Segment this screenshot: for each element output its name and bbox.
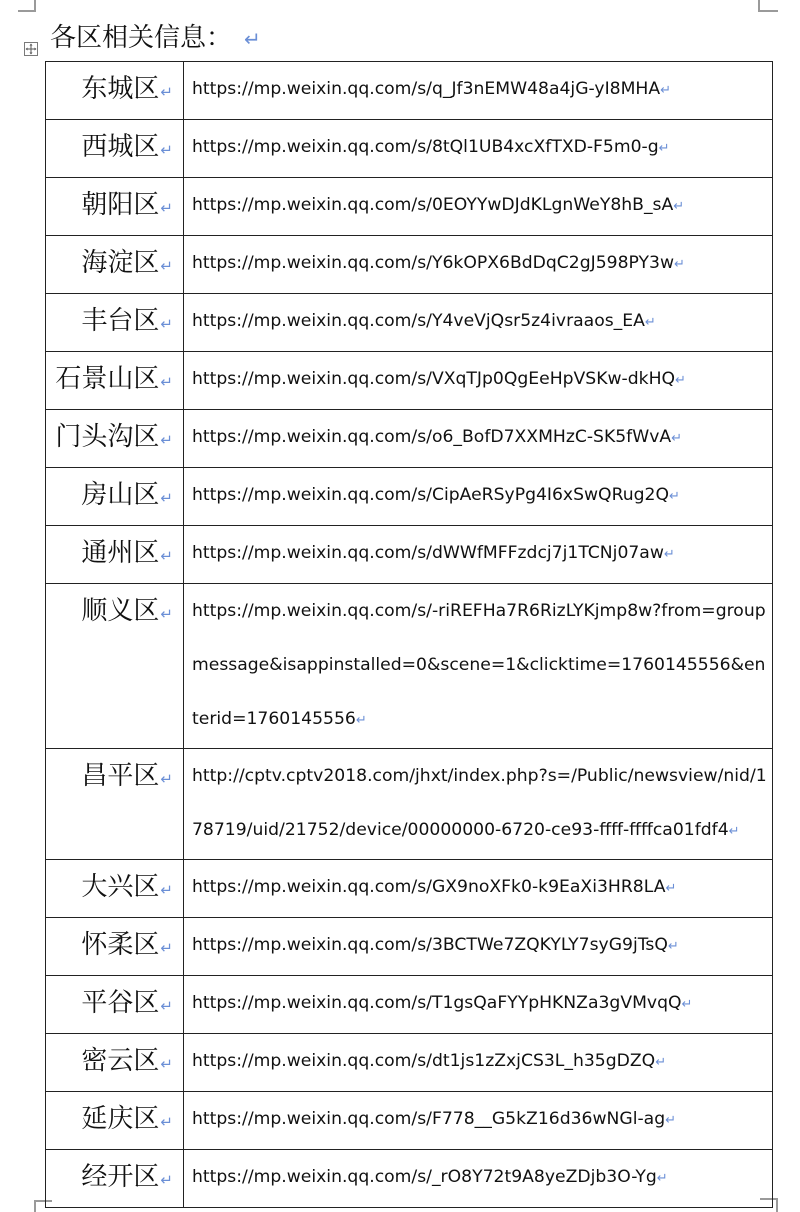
cell-end-mark-icon: ↵ [355, 713, 367, 728]
url-cell[interactable] [184, 62, 773, 120]
district-cell[interactable] [46, 294, 184, 352]
url-cell[interactable] [184, 120, 773, 178]
url-text: https://mp.weixin.qq.com/s/F778__G5kZ16d36wNGl-ag [192, 1109, 666, 1129]
district-cell[interactable] [46, 236, 184, 294]
district-name: 石景山区 [55, 364, 160, 394]
district-name: 朝阳区 [81, 190, 160, 220]
table-row [46, 860, 773, 918]
url-text: https://mp.weixin.qq.com/s/dWWfMFFzdcj7j1TCNj07aw [192, 543, 664, 563]
district-name: 东城区 [81, 74, 160, 104]
cell-end-mark-icon: ↵ [728, 824, 740, 839]
url-text: https://mp.weixin.qq.com/s/T1gsQaFYYpHKNZa3gVMvqQ [192, 993, 682, 1013]
url-cell[interactable] [184, 918, 773, 976]
cell-end-mark-icon: ↵ [665, 1113, 677, 1128]
district-cell[interactable] [46, 178, 184, 236]
table-row [46, 584, 773, 749]
district-cell[interactable] [46, 468, 184, 526]
cell-end-mark-icon: ↵ [160, 1113, 173, 1131]
url-cell[interactable] [184, 410, 773, 468]
table-row [46, 1092, 773, 1150]
district-name: 房山区 [81, 480, 160, 510]
url-cell[interactable] [184, 976, 773, 1034]
paragraph-mark-icon: ↵ [244, 27, 261, 51]
table-row [46, 1150, 773, 1208]
cell-end-mark-icon: ↵ [160, 315, 173, 333]
table-row [46, 352, 773, 410]
table-row [46, 294, 773, 352]
cell-end-mark-icon: ↵ [160, 489, 173, 507]
cell-end-mark-icon: ↵ [656, 1171, 668, 1186]
cell-end-mark-icon: ↵ [160, 997, 173, 1015]
url-cell[interactable] [184, 468, 773, 526]
crop-mark-top-left [18, 0, 36, 12]
url-cell[interactable] [184, 526, 773, 584]
cell-end-mark-icon: ↵ [160, 373, 173, 391]
district-cell[interactable] [46, 860, 184, 918]
crop-mark-top-right [758, 0, 778, 12]
url-cell[interactable] [184, 294, 773, 352]
cell-end-mark-icon: ↵ [673, 199, 685, 214]
url-cell[interactable] [184, 236, 773, 294]
district-name: 西城区 [81, 132, 160, 162]
url-text: https://mp.weixin.qq.com/s/VXqTJp0QgEeHpVSKw-dkHQ [192, 369, 676, 389]
url-text: https://mp.weixin.qq.com/s/_rO8Y72t9A8yeZDjb3O-Yg [192, 1167, 657, 1187]
district-name: 延庆区 [81, 1104, 160, 1134]
district-name: 昌平区 [81, 761, 160, 791]
cell-end-mark-icon: ↵ [160, 1171, 173, 1189]
url-cell[interactable] [184, 1034, 773, 1092]
url-text: https://mp.weixin.qq.com/s/Y6kOPX6BdDqC2gJ598PY3w [192, 253, 674, 273]
district-cell[interactable] [46, 526, 184, 584]
district-cell[interactable] [46, 749, 184, 860]
url-text: https://mp.weixin.qq.com/s/Y4veVjQsr5z4ivraaos_EA [192, 311, 645, 331]
cell-end-mark-icon: ↵ [669, 489, 680, 504]
district-name: 经开区 [81, 1162, 160, 1192]
section-heading [50, 20, 261, 56]
cell-end-mark-icon: ↵ [160, 1055, 173, 1073]
url-text: https://mp.weixin.qq.com/s/CipAeRSyPg4I6xSwQRug2Q [192, 485, 670, 505]
district-cell[interactable] [46, 352, 184, 410]
cell-end-mark-icon: ↵ [675, 373, 686, 388]
url-cell[interactable] [184, 584, 773, 749]
district-cell[interactable] [46, 584, 184, 749]
cell-end-mark-icon: ↵ [674, 257, 685, 272]
district-name: 顺义区 [81, 596, 160, 626]
cell-end-mark-icon: ↵ [655, 1055, 667, 1070]
cell-end-mark-icon: ↵ [644, 315, 656, 330]
table-row [46, 410, 773, 468]
url-cell[interactable] [184, 352, 773, 410]
cell-end-mark-icon: ↵ [658, 141, 670, 156]
url-cell[interactable] [184, 1150, 773, 1208]
url-cell[interactable] [184, 1092, 773, 1150]
cell-end-mark-icon: ↵ [681, 997, 693, 1012]
url-text: https://mp.weixin.qq.com/s/-riREFHa7R6RizLYKjmp8w?from=groupmessage&isappinstalled=0&scene=1&clicktime=1760145556&enterid=1760145556 [192, 601, 766, 729]
url-text: http://cptv.cptv2018.com/jhxt/index.php?s=/Public/newsview/nid/178719/uid/21752/device/00000000-6720-ce93-ffff-ffffca01fdf4 [192, 766, 767, 840]
cell-end-mark-icon: ↵ [160, 605, 173, 623]
cell-end-mark-icon: ↵ [667, 939, 679, 954]
district-links-table [45, 61, 773, 1208]
url-text: https://mp.weixin.qq.com/s/8tQl1UB4xcXfTXD-F5m0-g [192, 137, 659, 157]
district-cell[interactable] [46, 976, 184, 1034]
table-row [46, 120, 773, 178]
district-cell[interactable] [46, 918, 184, 976]
url-cell[interactable] [184, 749, 773, 860]
district-name: 平谷区 [81, 988, 160, 1018]
cell-end-mark-icon: ↵ [160, 141, 173, 159]
url-text: https://mp.weixin.qq.com/s/o6_BofD7XXMHzC-SK5fWvA [192, 427, 672, 447]
table-row [46, 749, 773, 860]
cell-end-mark-icon: ↵ [660, 83, 672, 98]
district-name: 密云区 [81, 1046, 160, 1076]
url-cell[interactable] [184, 860, 773, 918]
district-name: 通州区 [81, 538, 160, 568]
district-cell[interactable] [46, 410, 184, 468]
district-name: 海淀区 [81, 248, 160, 278]
cell-end-mark-icon: ↵ [160, 770, 173, 788]
cell-end-mark-icon: ↵ [160, 83, 173, 101]
district-cell[interactable] [46, 62, 184, 120]
cell-end-mark-icon: ↵ [160, 939, 173, 957]
url-text: https://mp.weixin.qq.com/s/3BCTWe7ZQKYLY7syG9jTsQ [192, 935, 668, 955]
url-cell[interactable] [184, 178, 773, 236]
cell-end-mark-icon: ↵ [160, 431, 173, 449]
table-row [46, 976, 773, 1034]
table-row [46, 526, 773, 584]
url-text: https://mp.weixin.qq.com/s/0EOYYwDJdKLgnWeY8hB_sA [192, 195, 674, 215]
table-move-handle-icon[interactable] [24, 42, 38, 56]
cell-end-mark-icon: ↵ [663, 547, 675, 562]
url-text: https://mp.weixin.qq.com/s/dt1js1zZxjCS3L_h35gDZQ [192, 1051, 656, 1071]
heading-text: 各区相关信息： [50, 23, 233, 53]
district-name: 门头沟区 [55, 422, 160, 452]
cell-end-mark-icon: ↵ [160, 881, 173, 899]
table-row [46, 62, 773, 120]
district-name: 怀柔区 [81, 930, 160, 960]
district-name: 大兴区 [81, 872, 160, 902]
url-text: https://mp.weixin.qq.com/s/q_Jf3nEMW48a4jG-yI8MHA [192, 79, 661, 99]
district-name: 丰台区 [81, 306, 160, 336]
district-cell[interactable] [46, 120, 184, 178]
table-row [46, 468, 773, 526]
table-row [46, 918, 773, 976]
district-cell[interactable] [46, 1092, 184, 1150]
district-cell[interactable] [46, 1150, 184, 1208]
table-row [46, 1034, 773, 1092]
cell-end-mark-icon: ↵ [160, 199, 173, 217]
table-row [46, 236, 773, 294]
url-text: https://mp.weixin.qq.com/s/GX9noXFk0-k9EaXi3HR8LA [192, 877, 666, 897]
cell-end-mark-icon: ↵ [671, 431, 683, 446]
district-cell[interactable] [46, 1034, 184, 1092]
cell-end-mark-icon: ↵ [160, 547, 173, 565]
table-row [46, 178, 773, 236]
cell-end-mark-icon: ↵ [665, 881, 677, 896]
cell-end-mark-icon: ↵ [160, 257, 173, 275]
